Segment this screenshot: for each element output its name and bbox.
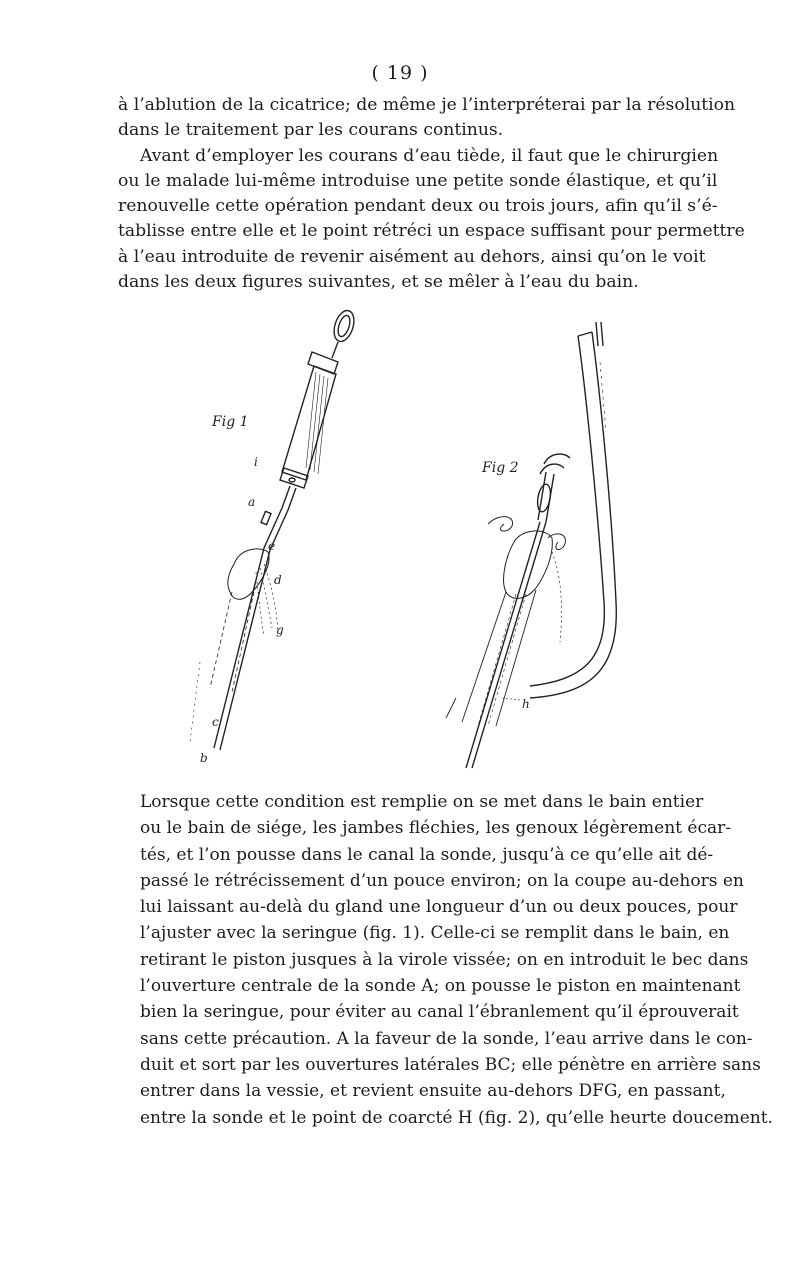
fig1-letter-b: b: [200, 751, 208, 765]
fig2-catheter: [446, 322, 616, 768]
text-line: l’ouverture centrale de la sonde A; on pousse le piston en maintenant: [140, 976, 741, 997]
figures-illustration: [160, 302, 650, 780]
fig1-letter-c: c: [212, 715, 219, 729]
text-line: tablisse entre elle et le point rétréci un espace suffisant pour permettre: [118, 221, 745, 242]
text-line: bien la seringue, pour éviter au canal l’ébranlement qu’il éprouverait: [140, 1002, 739, 1023]
text-line: tés, et l’on pousse dans le canal la sonde, jusqu’à ce qu’elle ait dé-: [140, 844, 714, 865]
text-line: Lorsque cette condition est remplie on se met dans le bain entier: [140, 792, 704, 812]
text-line: sans cette précaution. A la faveur de la sonde, l’eau arrive dans le con-: [140, 1028, 753, 1049]
text-line: passé le rétrécissement d’un pouce environ; on la coupe au-dehors en: [140, 870, 744, 891]
text-line: entre la sonde et le point de coarcté H (fig. 2), qu’elle heurte doucement.: [140, 1107, 773, 1128]
syringe-ring: [330, 308, 357, 344]
text-line: dans le traitement par les courans continus.: [118, 120, 504, 141]
fig1-syringe: [190, 308, 358, 750]
fig1-label: Fig 1: [212, 414, 249, 430]
text-line: renouvelle cette opération pendant deux ou trois jours, afin qu’il s’é-: [118, 196, 718, 217]
fig2-label: Fig 2: [482, 460, 519, 476]
paragraph-top: [118, 93, 745, 295]
paragraph-bottom: [140, 789, 773, 1131]
text-line: retirant le piston jusques à la virole vissée; on en introduit le bec dans: [140, 949, 749, 970]
fig1-letter-i: i: [254, 455, 258, 469]
text-line: entrer dans la vessie, et revient ensuite au-dehors DFG, en passant,: [140, 1081, 726, 1102]
text-line: Avant d’employer les courans d’eau tiède, il faut que le chirurgien: [140, 145, 719, 166]
text-line: ou le malade lui-même introduise une petite sonde élastique, et qu’il: [118, 170, 718, 191]
fig1-letter-d: d: [274, 573, 282, 587]
text-line: duit et sort par les ouvertures latérales BC; elle pénètre en arrière sans: [140, 1054, 761, 1075]
fig2-letter-h: h: [522, 697, 530, 711]
page-number: ( 19 ): [371, 62, 429, 84]
text-line: à l’eau introduite de revenir aisément au dehors, ainsi qu’on le voit: [118, 246, 706, 267]
fig2-glans: [504, 531, 553, 598]
text-line: lui laissant au-delà du gland une longueur d’un ou deux pouces, pour: [140, 897, 738, 918]
fig1-glans: [228, 549, 269, 599]
syringe-barrel: [282, 366, 336, 480]
text-line: l’ajuster avec la seringue (fig. 1). Celle-ci se remplit dans le bain, en: [140, 923, 730, 944]
text-line: dans les deux figures suivantes, et se mêler à l’eau du bain.: [118, 272, 639, 293]
engraving-figures: [160, 302, 650, 780]
fig1-letter-g: g: [276, 623, 284, 637]
text-line: ou le bain de siége, les jambes fléchies, les genoux légèrement écar-: [140, 818, 732, 839]
fig1-letter-a: a: [248, 495, 256, 509]
fig1-letter-e: e: [268, 539, 276, 553]
text-line: à l’ablution de la cicatrice; de même je l’interpréterai par la résolution: [118, 95, 736, 115]
